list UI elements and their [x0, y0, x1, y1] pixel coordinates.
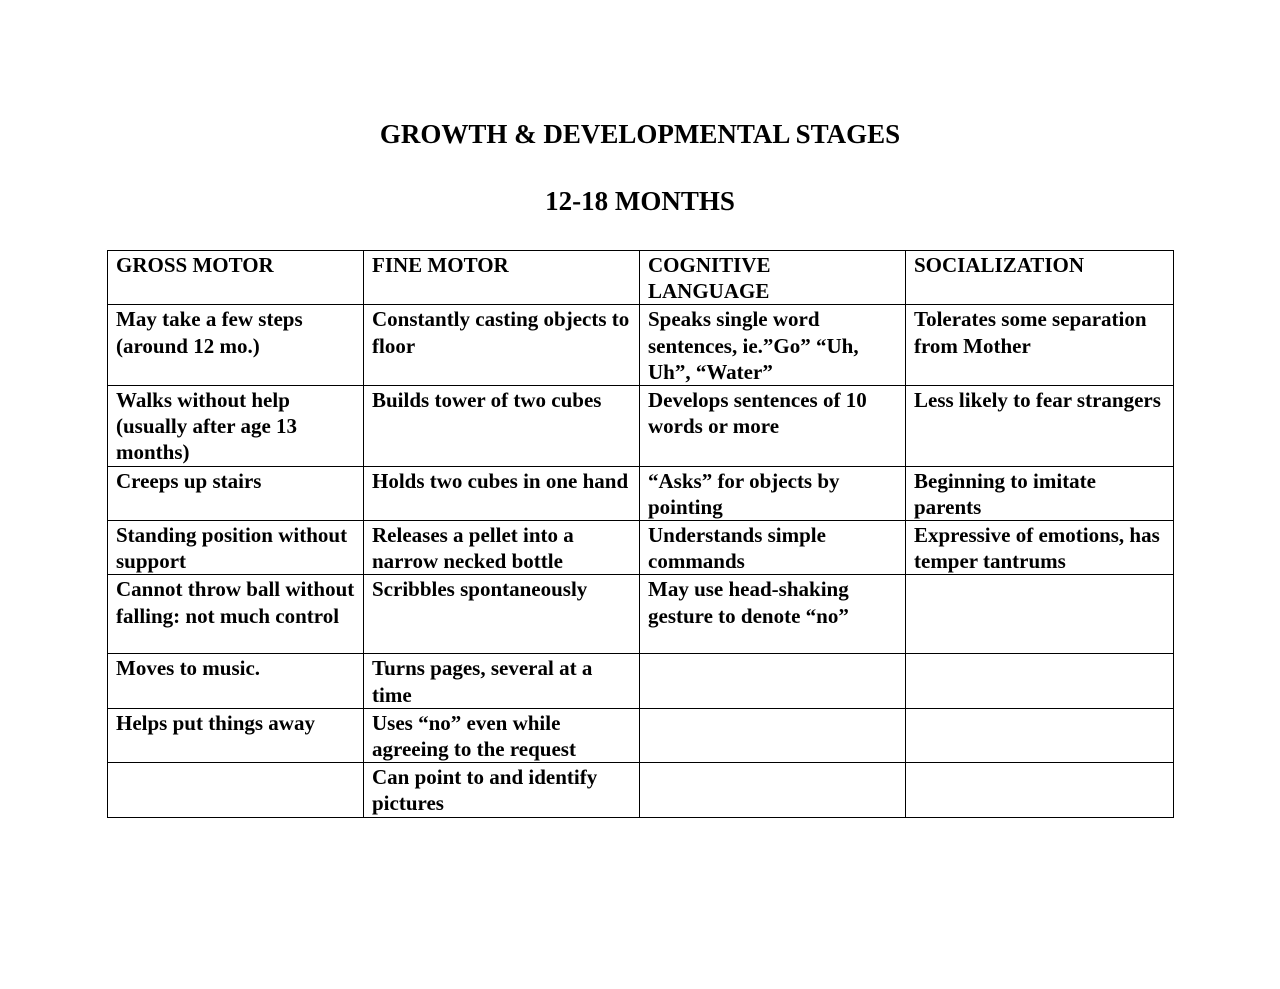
header-gross-motor: GROSS MOTOR: [108, 251, 364, 305]
table-cell: Can point to and identify pictures: [364, 763, 640, 817]
table-cell: [108, 763, 364, 817]
table-cell: Less likely to fear strangers: [906, 386, 1174, 467]
table-cell: [640, 708, 906, 762]
table-cell: Constantly casting objects to floor: [364, 305, 640, 386]
table-cell: Builds tower of two cubes: [364, 386, 640, 467]
table-row: [108, 763, 1174, 817]
table-cell: [640, 654, 906, 708]
table-cell: Standing position without support: [108, 521, 364, 575]
table-cell: Uses “no” even while agreeing to the request: [364, 708, 640, 762]
table-cell: Moves to music.: [108, 654, 364, 708]
table-cell: Expressive of emotions, has temper tantrums: [906, 521, 1174, 575]
table-cell: Helps put things away: [108, 708, 364, 762]
table-cell: Tolerates some separation from Mother: [906, 305, 1174, 386]
table-cell: Scribbles spontaneously: [364, 575, 640, 654]
page-subtitle: 12-18 MONTHS: [545, 186, 735, 216]
table-cell: Understands simple commands: [640, 521, 906, 575]
table-cell: Speaks single word sentences, ie.”Go” “Uh, Uh”, “Water”: [640, 305, 906, 386]
page-title: GROWTH & DEVELOPMENTAL STAGES: [379, 119, 901, 149]
table-cell: [906, 654, 1174, 708]
table-cell: Releases a pellet into a narrow necked bottle: [364, 521, 640, 575]
table-row: [108, 305, 1174, 386]
table-cell: May use head-shaking gesture to denote “no”: [640, 575, 906, 654]
table-cell: Cannot throw ball without falling: not much control: [108, 575, 364, 654]
table-cell: Creeps up stairs: [108, 466, 364, 520]
table-cell: [906, 708, 1174, 762]
table-row: [108, 466, 1174, 520]
table-cell: “Asks” for objects by pointing: [640, 466, 906, 520]
table-cell: [640, 763, 906, 817]
table-cell: [906, 763, 1174, 817]
table-cell: Walks without help (usually after age 13 months): [108, 386, 364, 467]
table-cell: Beginning to imitate parents: [906, 466, 1174, 520]
table-row: [108, 708, 1174, 762]
header-cognitive-language: COGNITIVE LANGUAGE: [640, 251, 906, 305]
header-fine-motor: FINE MOTOR: [364, 251, 640, 305]
table-cell: [906, 575, 1174, 654]
developmental-stages-table: [107, 250, 1174, 818]
table-header-row: [108, 251, 1174, 305]
table-row: [108, 654, 1174, 708]
table-row: [108, 386, 1174, 467]
table-cell: Develops sentences of 10 words or more: [640, 386, 906, 467]
table-cell: Turns pages, several at a time: [364, 654, 640, 708]
header-socialization: SOCIALIZATION: [906, 251, 1174, 305]
table-cell: May take a few steps (around 12 mo.): [108, 305, 364, 386]
table-row: [108, 521, 1174, 575]
table-cell: Holds two cubes in one hand: [364, 466, 640, 520]
table-row: [108, 575, 1174, 654]
